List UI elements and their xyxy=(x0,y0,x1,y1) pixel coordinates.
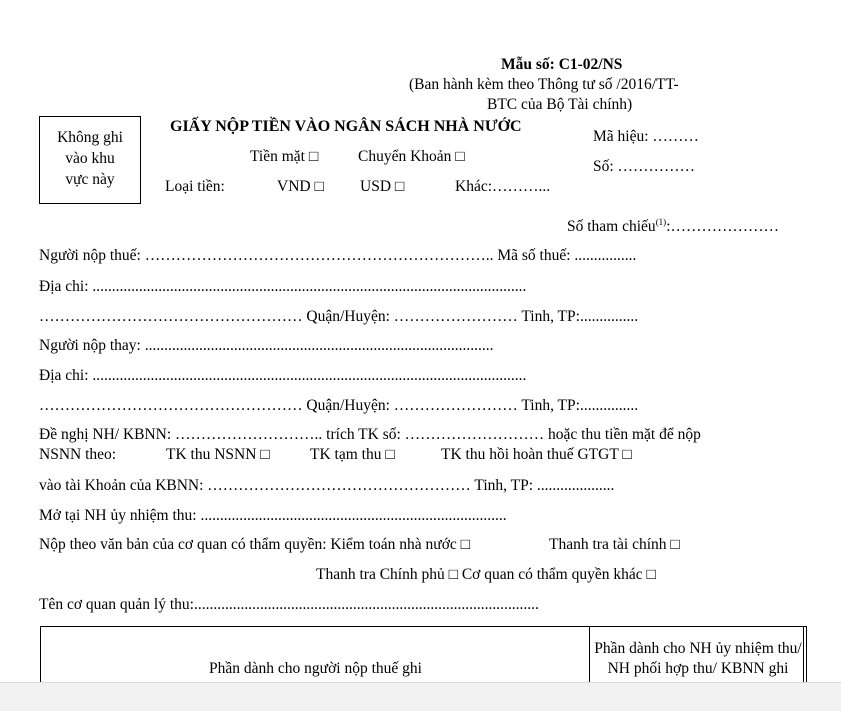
reference-label: Số tham chiếu xyxy=(567,218,656,236)
reference-number-field[interactable] xyxy=(567,218,779,235)
district-line-2[interactable]: …………………………………………… Quận/Huyện: …………………… Tinh, TP:............... xyxy=(39,397,639,414)
bank-line[interactable]: Mở tại NH ủy nhiệm thu: ............................................................................... xyxy=(39,507,507,524)
request-line[interactable]: Đề nghị NH/ KBNN: ……………………….. trích TK số: ……………………… hoặc thu tiền mặt để nộp xyxy=(39,426,701,443)
authority-line[interactable]: Nộp theo văn bản của cơ quan có thẩm quyền: Kiểm toán nhà nước □ xyxy=(39,536,471,553)
gov-inspect-options[interactable]: Thanh tra Chính phủ □ Cơ quan có thẩm quyền khác □ xyxy=(316,566,656,583)
no-write-line1: Không ghi xyxy=(57,129,123,146)
no-write-line2: vào khu xyxy=(65,150,115,167)
form-number: Mẫu số: C1-02/NS xyxy=(501,56,623,73)
agency-line[interactable]: Tên cơ quan quản lý thu:......................................................................................... xyxy=(39,596,539,613)
bank-section-label: Phần dành cho NH ủy nhiệm thu/ NH phối hợp thu/ KBNN ghi xyxy=(594,640,802,677)
tk-nsnn-option[interactable]: TK thu NSNN □ xyxy=(166,446,270,463)
issued-note-line2: BTC của Bộ Tài chính) xyxy=(487,96,633,113)
currency-usd-option[interactable]: USD □ xyxy=(360,178,405,195)
viewer-bottom-bar xyxy=(0,682,841,711)
tk-tam-thu-option[interactable]: TK tạm thu □ xyxy=(310,446,395,463)
no-write-box xyxy=(39,116,141,204)
taxpayer-section-label: Phần dành cho người nộp thuế ghi xyxy=(209,660,422,677)
so-field[interactable]: Số: …………… xyxy=(593,158,696,175)
district-line-1[interactable]: …………………………………………… Quận/Huyện: …………………… Tinh, TP:............... xyxy=(39,308,639,325)
reference-footnote: (1) xyxy=(655,217,667,227)
nsnn-label: NSNN theo: xyxy=(39,446,117,463)
currency-label: Loại tiền: xyxy=(165,178,225,195)
address-line-1[interactable]: Địa chi: ................................................................................................................ xyxy=(39,278,527,295)
payer-line[interactable]: Người nộp thuế: ………………………………………………………….. Mã số thuế: ................ xyxy=(39,247,637,264)
reference-dots: :………………… xyxy=(666,218,779,236)
ma-hieu-field[interactable]: Mã hiệu: ……… xyxy=(593,128,699,145)
transfer-option[interactable]: Chuyển Khoản □ xyxy=(358,148,465,165)
currency-other-field[interactable]: Khác:………... xyxy=(455,178,551,195)
tk-hoan-thue-option[interactable]: TK thu hồi hoàn thuế GTGT □ xyxy=(441,446,632,463)
kbnn-account-line[interactable]: vào tài Khoản của KBNN: …………………………………………… Tinh, TP: .................... xyxy=(39,477,615,494)
form-title: GIẤY NỘP TIỀN VÀO NGÂN SÁCH NHÀ NƯỚC xyxy=(170,118,522,135)
proxy-payer-line[interactable]: Người nộp thay: .......................................................................................... xyxy=(39,337,494,354)
issued-note-line1: (Ban hành kèm theo Thông tư số /2016/TT- xyxy=(409,76,679,93)
no-write-line3: vực này xyxy=(65,171,115,188)
address-line-2[interactable]: Địa chi: ................................................................................................................ xyxy=(39,367,527,384)
cash-option[interactable]: Tiền mặt □ xyxy=(250,148,319,165)
currency-vnd-option[interactable]: VND □ xyxy=(277,178,324,195)
finance-inspect-option[interactable]: Thanh tra tài chính □ xyxy=(549,536,680,553)
